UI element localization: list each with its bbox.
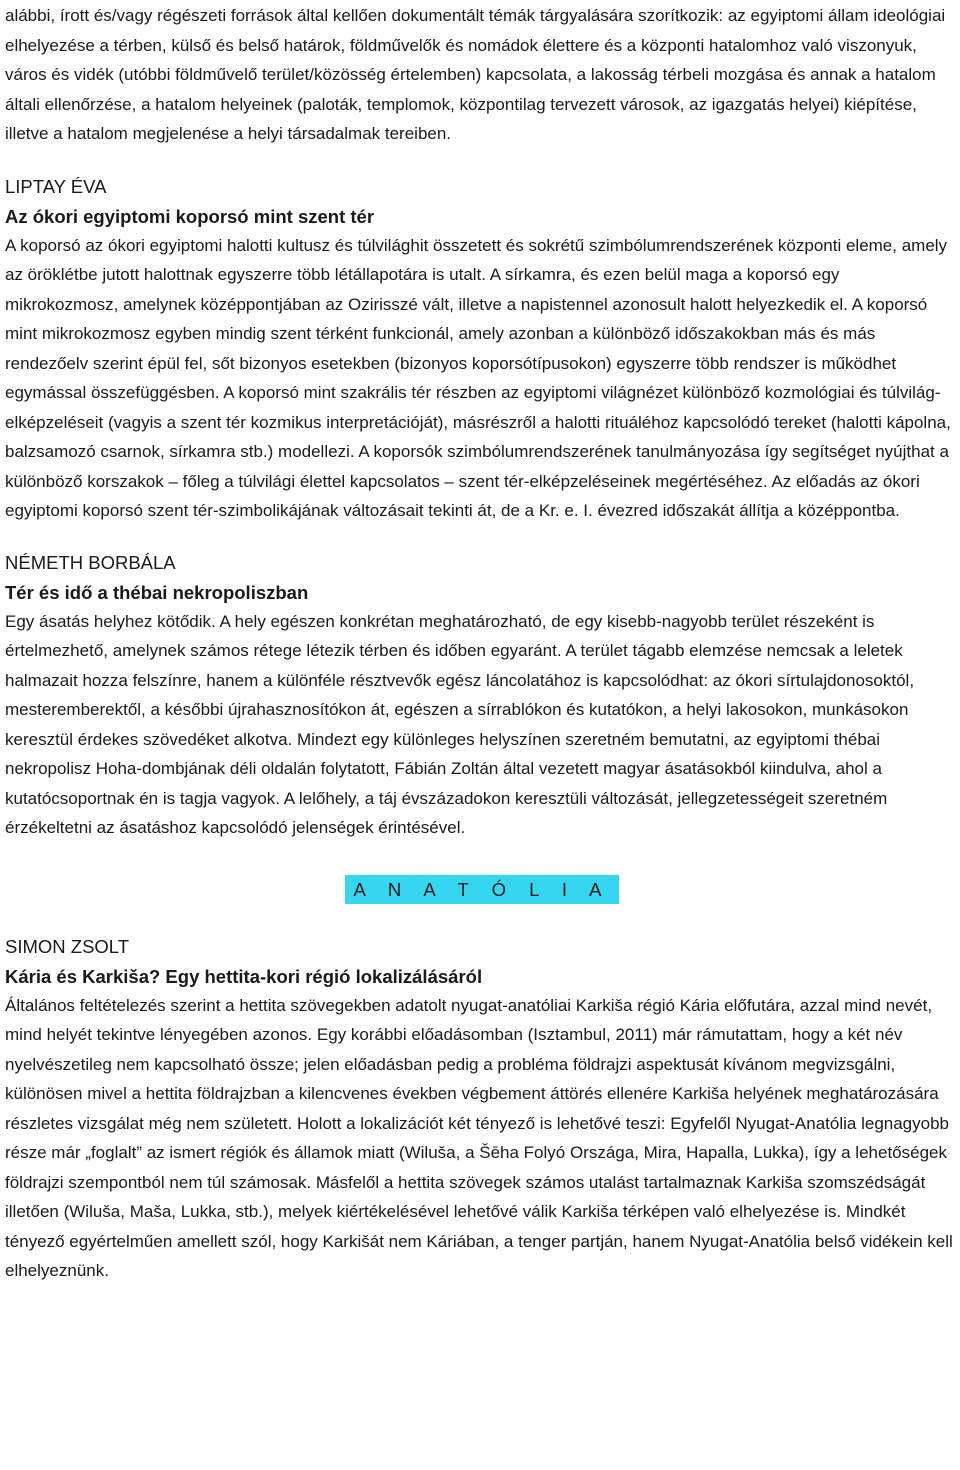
abstract-nemeth (5, 548, 953, 843)
abstract-body: A koporsó az ókori egyiptomi halotti kultusz és túlvilághit összetett és sokrétű szimbólumrendszerének központi eleme, amely az öröklétbe jutott halottnak egyszerre több létállapotára is utalt. A sírkamra, és ezen belül maga a koporsó egy mikrokozmosz, amelynek középpontjában az Ozirisszé vált, illetve a napistennel azonosult halott helyezkedik el. A koporsó mint mikrokozmosz egyben mindig szent térként funkcionál, amely azonban a különböző időszakokban más és más rendezőelv szerint épül fel, sőt bizonyos esetekben (bizonyos koporsótípusokon) egyszerre több rendszer is működhet egymással összefüggésben. A koporsó mint szakrális tér részben az egyiptomi világnézet különböző kozmológiai és túlvilág-elképzeléseit (vagyis a szent tér kozmikus interpretációját), másrészről a halotti rituáléhoz kapcsolódó tereket (halotti kápolna, balzsamozó csarnok, sírkamra stb.) modellezi. A koporsók szimbólumrendszerének tanulmányozása így segítséget nyújthat a különböző korszakok – főleg a túlvilági élettel kapcsolatos – szent tér-elképzeléseinek megértéséhez. Az előadás az ókori egyiptomi koporsó szent tér-szimbolikájának változásait tekinti át, de a Kr. e. I. évezred időszakát állítja a középpontba. (5, 235, 951, 520)
abstract-title: Kária és Karkiša? Egy hettita-kori régió lokalizálásáról (5, 965, 483, 987)
abstract-body: Egy ásatás helyhez kötődik. A hely egészen konkrétan meghatározható, de egy kisebb-nagyobb terület részeként is értelmezhető, amelynek számos rétege létezik térben és időben egyaránt. A terület tágabb elemzése nemcsak a leletek halmazait hozza felszínre, hanem a különféle résztvevők egész láncolatához is kapcsolódhat: az ókori sírtulajdonosoktól, mesteremberektől, a későbbi újrahasznosítókon át, egészen a sírrablókon és kutatókon, a helyi lakosokon, munkásokon keresztül érdekes szövedéket alkotva. Mindezt egy különleges helyszínen szeretném bemutatni, az egyiptomi thébai nekropolisz Hoha-dombjának déli oldalán folytatott, Fábián Zoltán által vezetett magyar ásatásokból kiindulva, ahol a kutatócsoportnak én is tagja vagyok. A lelőhely, a táj évszázadokon keresztüli változását, jellegzetességeit szeretném érzékeltetni az ásatáshoz kapcsolódó jelenségek érintésével. (5, 611, 915, 837)
region-heading: A N A T Ó L I A (345, 875, 618, 904)
region-heading-wrapper (5, 875, 953, 904)
author-name: LIPTAY ÉVA (5, 175, 107, 197)
abstract-title: Az ókori egyiptomi koporsó mint szent tér (5, 205, 375, 227)
document-page (5, 0, 953, 1286)
abstract-simon (5, 932, 953, 1286)
author-name: SIMON ZSOLT (5, 935, 130, 957)
author-name: NÉMETH BORBÁLA (5, 551, 176, 573)
abstract-title: Tér és idő a thébai nekropoliszban (5, 581, 309, 603)
intro-paragraph: alábbi, írott és/vagy régészeti források által kellően dokumentált témák tárgyalására szorítkozik: az egyiptomi állam ideológiai elhelyezése a térben, külső és belső határok, földművelők és nomádok élettere és a központi hatalomhoz való viszonyuk, város és vidék (utóbbi földművelő terület/közösség értelemben) kapcsolata, a lakosság térbeli mozgása és annak a hatalom általi ellenőrzése, a hatalom helyeinek (paloták, templomok, központilag tervezett városok, az igazgatás helyei) kiépítése, illetve a hatalom megjelenése a helyi társadalmak tereiben. (5, 6, 946, 143)
abstract-body: Általános feltételezés szerint a hettita szövegekben adatolt nyugat-anatóliai Karkiša régió Kária előfutára, azzal mind nevét, mind helyét tekintve lényegében azonos. Egy korábbi előadásomban (Isztambul, 2011) már rámutattam, hogy a két név nyelvészetileg nem kapcsolható össze; jelen előadásban pedig a probléma földrajzi aspektusát kívánom megvizsgálni, különösen mivel a hettita földrajzban a kilencvenes években végbement áttörés ellenére Karkiša helyének meghatározására részletes vizsgálat még nem született. Holott a lokalizációt két tényező is lehetővé teszi: Egyfelől Nyugat-Anatólia legnagyobb része már „foglalt” az ismert régiók és államok miatt (Wiluša, a Šēha Folyó Országa, Mira, Hapalla, Lukka), így a lehetőségek földrajzi szempontból nem túl számosak. Másfelől a hettita szövegek számos utalást tartalmaznak Karkiša szomszédságát illetően (Wiluša, Maša, Lukka, stb.), melyek kiértékelésével lehetővé válik Karkiša térképen való elhelyezése is. Mindkét tényező egyértelműen amellett szól, hogy Karkišát nem Káriában, a tenger partján, hanem Nyugat-Anatólia belső vidékein kell elhelyeznünk. (5, 995, 953, 1280)
abstract-liptay (5, 172, 953, 526)
